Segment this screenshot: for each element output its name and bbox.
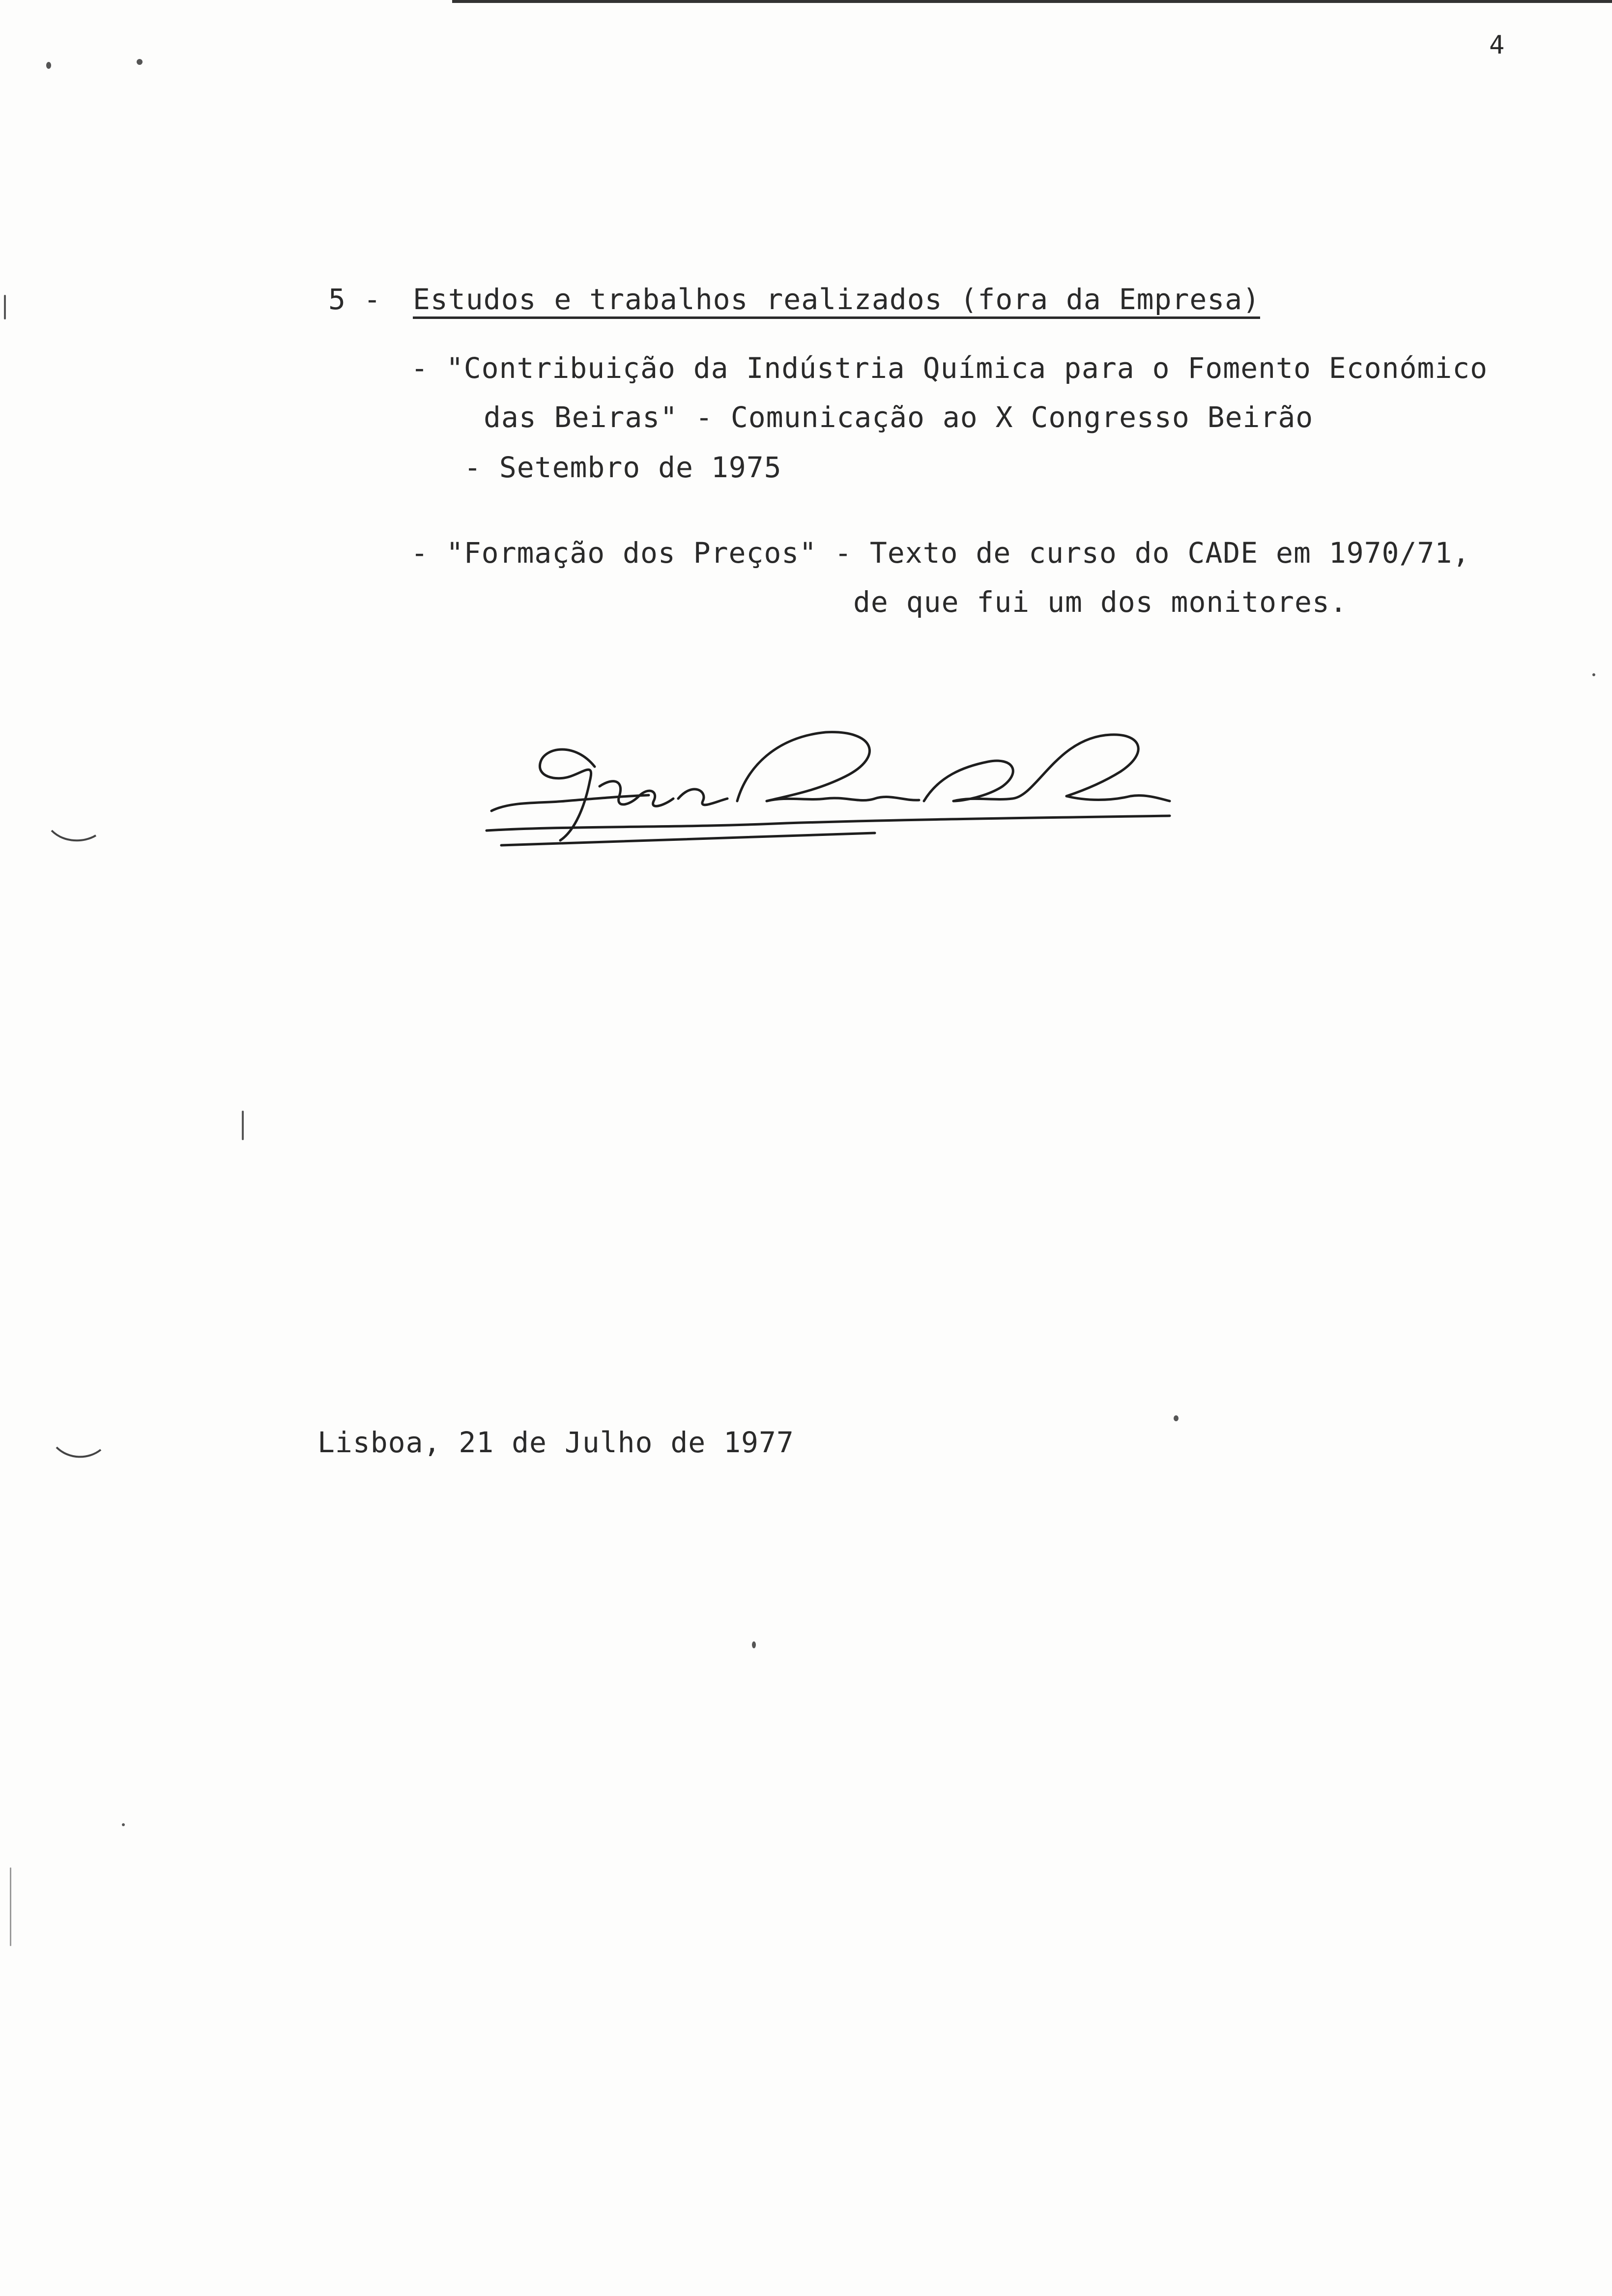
item-line: das Beiras" - Comunicação ao X Congresso Beirão xyxy=(484,401,1314,434)
scan-speck xyxy=(122,1823,125,1826)
place-date: Lisboa, 21 de Julho de 1977 xyxy=(317,1426,794,1459)
item-line: - Setembro de 1975 xyxy=(464,451,782,484)
scan-mark xyxy=(49,826,98,845)
section-number: 5 - xyxy=(328,283,381,316)
item-line: - "Formação dos Preços" - Texto de curso do CADE em 1970/71, xyxy=(411,536,1470,570)
scan-speck xyxy=(1592,673,1595,676)
scan-speck xyxy=(242,1111,244,1140)
item-line: - "Contribuição da Indústria Química para o Fomento Económico xyxy=(411,351,1488,385)
scan-speck xyxy=(10,1867,11,1946)
top-border-line xyxy=(452,0,1612,3)
scan-speck xyxy=(752,1641,756,1648)
section-title: Estudos e trabalhos realizados (fora da Empresa) xyxy=(413,285,1260,319)
scan-speck xyxy=(1174,1415,1179,1421)
scan-mark xyxy=(54,1440,103,1464)
handwritten-signature xyxy=(472,727,1180,865)
item-line: de que fui um dos monitores. xyxy=(853,585,1348,619)
scan-speck xyxy=(4,295,6,319)
scan-speck xyxy=(46,62,51,69)
scan-speck xyxy=(137,59,143,65)
page-number: 4 xyxy=(1489,30,1505,60)
